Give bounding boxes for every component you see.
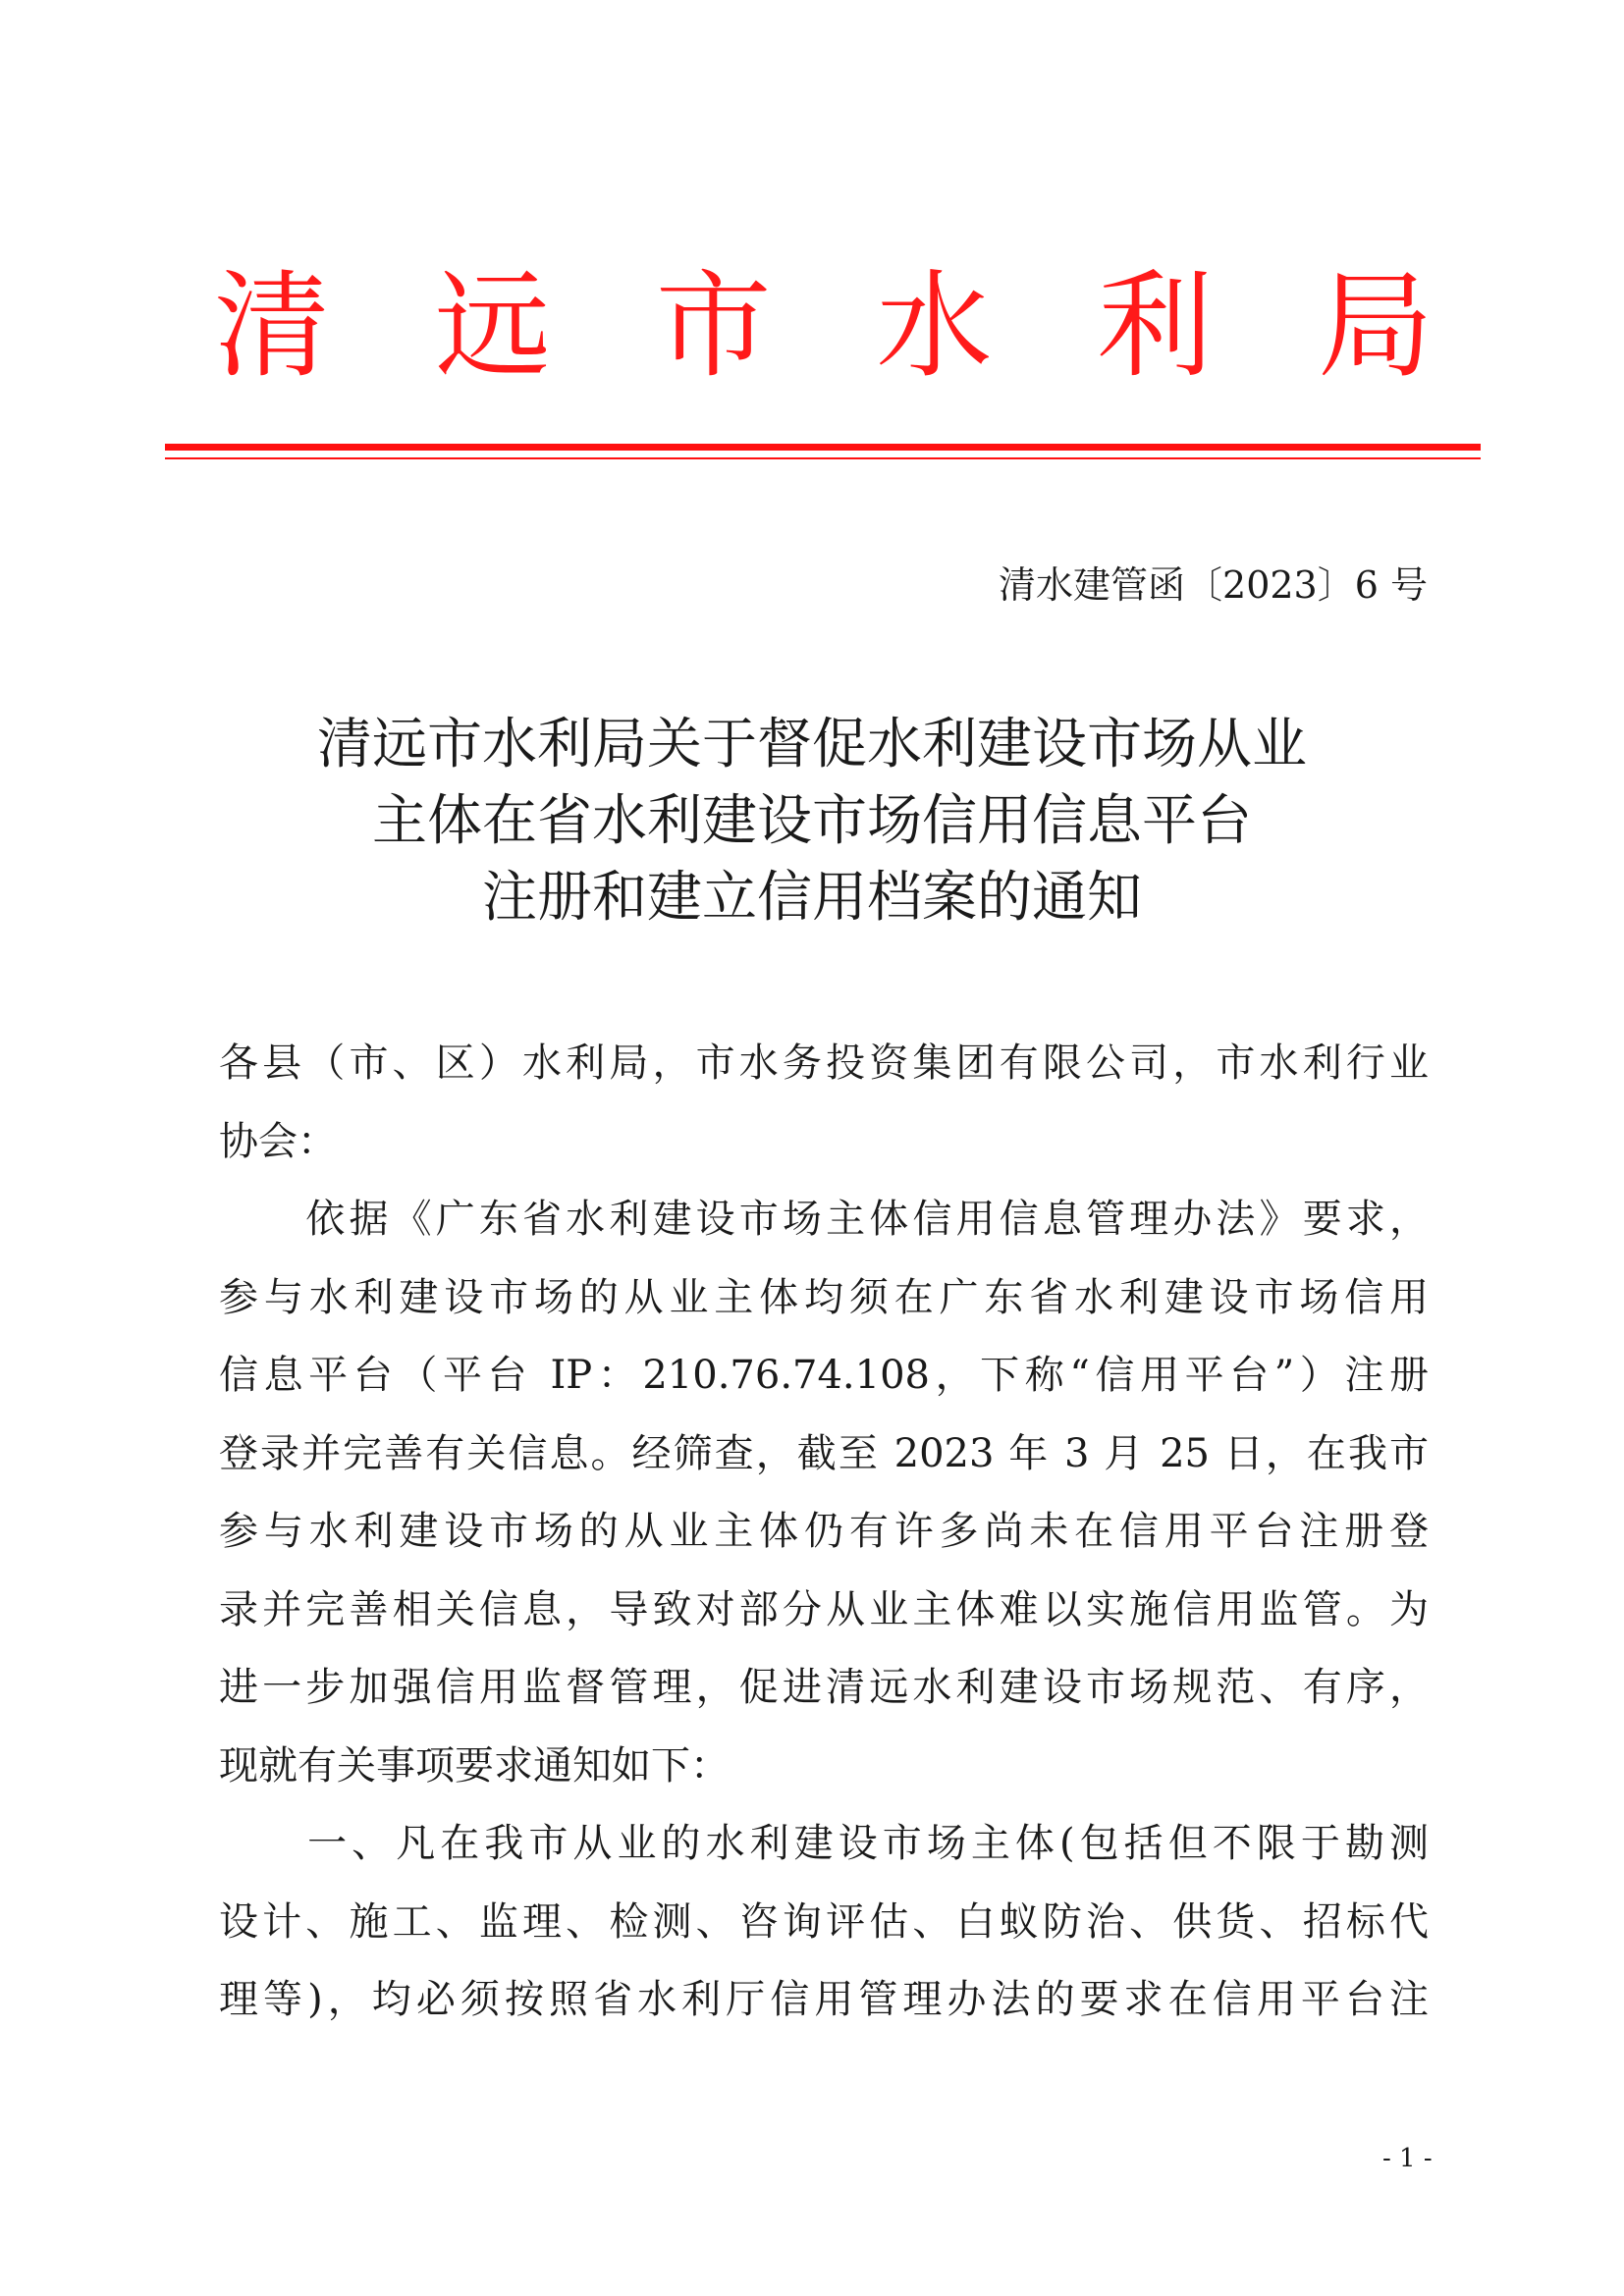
body-line: 设计、施工、监理、检测、咨询评估、白蚁防治、供货、招标代: [219, 1898, 1429, 1945]
document-title: [196, 707, 1428, 936]
masthead-char: 清: [214, 258, 331, 394]
red-divider-thin: [165, 457, 1481, 459]
body-line: 录并完善相关信息，导致对部分从业主体难以实施信用监管。为: [219, 1586, 1429, 1632]
masthead-organization-name: [214, 257, 1434, 395]
page-number: - 1 -: [1382, 2144, 1433, 2173]
masthead-char: 利: [1097, 258, 1214, 394]
body-line: 信息平台（平台 IP：210.76.74.108，下称“信用平台”）注册: [219, 1353, 1429, 1398]
body-line: 进一步加强信用监督管理，促进清远水利建设市场规范、有序，: [219, 1665, 1429, 1710]
body-line: 参与水利建设市场的从业主体仍有许多尚未在信用平台注册登: [219, 1509, 1429, 1554]
body-line: 现就有关事项要求通知如下：: [219, 1742, 730, 1789]
title-line: 清远市水利局关于督促水利建设市场从业: [317, 713, 1307, 776]
body-line-recipients-end: 协会：: [219, 1118, 337, 1164]
masthead-char: 市: [655, 258, 772, 394]
body-line: 参与水利建设市场的从业主体均须在广东省水利建设市场信用: [219, 1274, 1429, 1320]
document-number: 清水建管函〔2023〕6 号: [999, 563, 1428, 607]
body-line-recipients: 各县（市、区）水利局，市水务投资集团有限公司，市水利行业: [219, 1041, 1429, 1086]
body-line: 一、凡在我市从业的水利建设市场主体(包括但不限于勘测: [219, 1821, 1429, 1866]
red-divider-thick: [165, 444, 1481, 451]
title-line: 注册和建立信用档案的通知: [482, 866, 1142, 930]
masthead-char: 水: [876, 258, 993, 394]
title-line: 主体在省水利建设市场信用信息平台: [372, 789, 1252, 853]
body-line: 理等)，均必须按照省水利厅信用管理办法的要求在信用平台注: [219, 1977, 1429, 2022]
body-line: 依据《广东省水利建设市场主体信用信息管理办法》要求，: [219, 1197, 1429, 1242]
body-line: 登录并完善有关信息。经筛查，截至 2023 年 3 月 25 日，在我市: [219, 1430, 1429, 1476]
masthead-char: 远: [434, 258, 551, 394]
masthead-char: 局: [1317, 258, 1434, 394]
document-body: [219, 1025, 1429, 2040]
